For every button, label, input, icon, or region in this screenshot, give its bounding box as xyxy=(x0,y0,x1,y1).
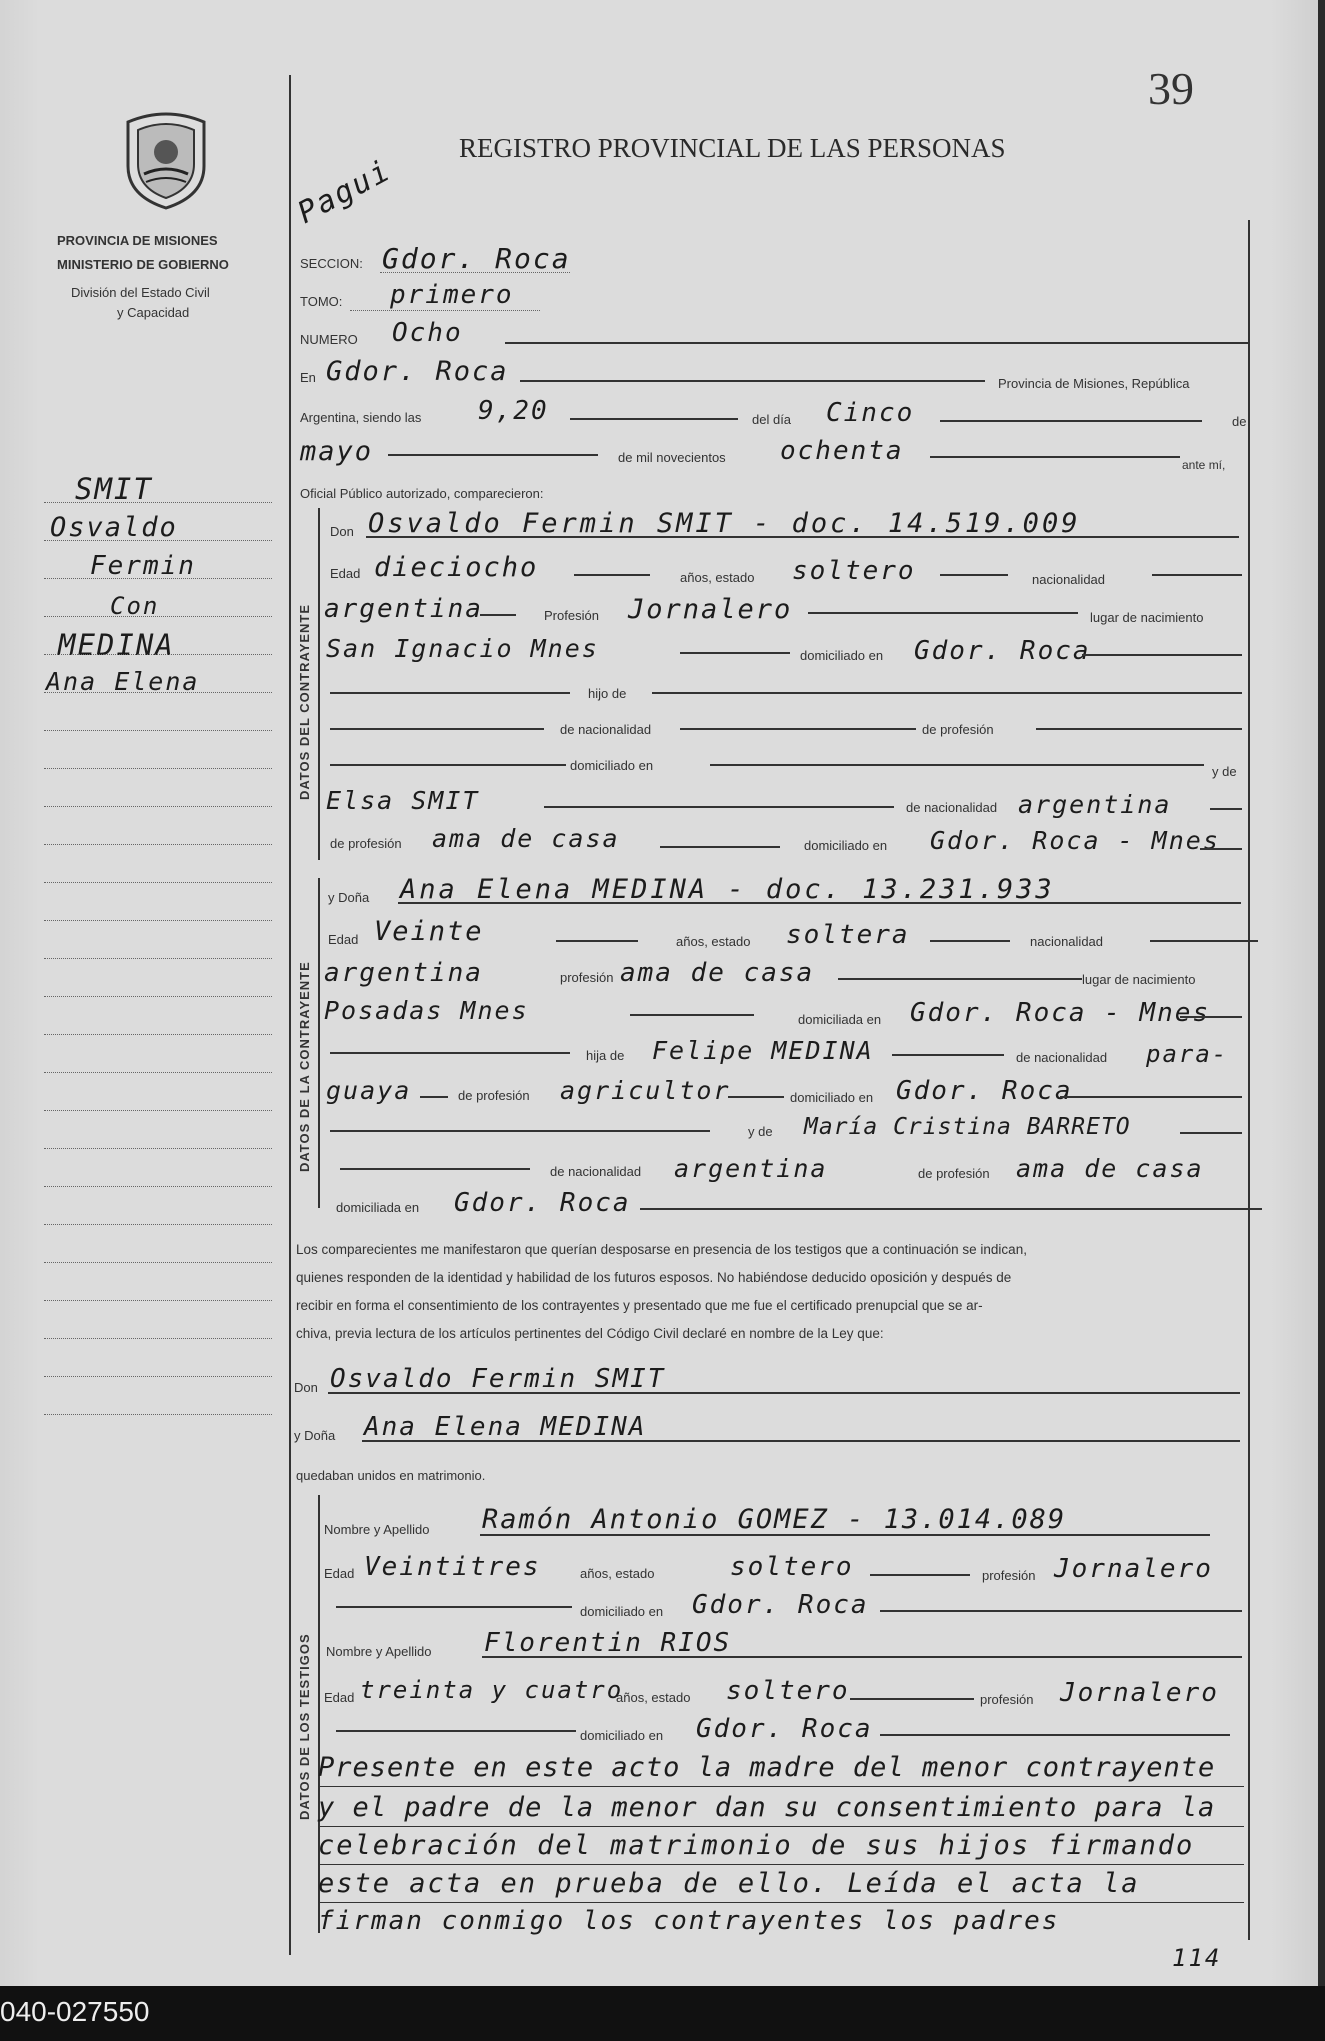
value-madre-prof-2: ama de casa xyxy=(1016,1154,1204,1183)
margin-note-3: Fermin xyxy=(90,551,196,581)
value-madre-nac: argentina xyxy=(1018,790,1172,819)
margin-dotted-line xyxy=(44,1376,272,1377)
margin-dotted-line xyxy=(44,806,272,807)
fill-line xyxy=(1082,654,1242,656)
label-t2-profesion: profesión xyxy=(980,1692,1034,1707)
side-label-contrayente: DATOS DEL CONTRAYENTE xyxy=(297,603,312,800)
label-domiciliada: domiciliada en xyxy=(798,1012,882,1027)
label-t1-nombre: Nombre y Apellido xyxy=(324,1522,430,1537)
fill-line xyxy=(336,1606,572,1608)
label-edad: Edad xyxy=(330,566,361,581)
fill-line xyxy=(398,902,1241,904)
declaration-line-3: recibir en forma el consentimiento de los contrayentes y presentado que me fue el certificado prenupcial que se ar- xyxy=(296,1298,983,1313)
margin-dotted-line xyxy=(44,616,272,617)
fill-line xyxy=(482,1656,1242,1658)
value-estado: soltero xyxy=(792,556,916,586)
label-t2-nombre: Nombre y Apellido xyxy=(326,1644,432,1659)
margin-dotted-line xyxy=(44,768,272,769)
fill-line xyxy=(1200,848,1242,850)
fill-line xyxy=(640,1208,1262,1210)
fill-line xyxy=(630,1014,754,1016)
fill-line xyxy=(870,1574,970,1576)
label-dona-decl: y Doña xyxy=(294,1428,336,1443)
label-t1-dom: domiciliado en xyxy=(580,1604,664,1619)
fill-line xyxy=(880,1734,1230,1736)
fill-line xyxy=(505,342,1250,344)
label-y-de-2: y de xyxy=(748,1124,773,1139)
fill-line xyxy=(1180,1016,1242,1018)
fill-line xyxy=(680,652,790,654)
value-dona-decl: Ana Elena MEDINA xyxy=(364,1412,647,1442)
value-madre-2: María Cristina BARRETO xyxy=(804,1114,1131,1140)
label-madre-prof: de profesión xyxy=(330,836,402,851)
margin-dotted-line xyxy=(44,692,272,693)
value-t2-profesion: Jornalero xyxy=(1060,1678,1219,1708)
label-domiciliado: domiciliado en xyxy=(800,648,884,663)
value-lugar: San Ignacio Mnes xyxy=(326,634,599,663)
value-t2-nombre: Florentin RIOS xyxy=(484,1628,732,1658)
fill-line xyxy=(318,1902,1244,1903)
label-nacionalidad: nacionalidad xyxy=(1032,572,1106,587)
label-t2-edad: Edad xyxy=(324,1690,355,1705)
value-nacionalidad-2: argentina xyxy=(324,958,483,988)
fill-line xyxy=(330,1130,710,1132)
value-edad-2: Veinte xyxy=(374,916,484,947)
margin-dotted-line xyxy=(44,844,272,845)
label-t1-anios: años, estado xyxy=(580,1566,655,1581)
value-madre-dom: Gdor. Roca - Mnes xyxy=(930,826,1220,855)
fill-line xyxy=(570,418,738,420)
value-t1-nombre: Ramón Antonio GOMEZ - 13.014.089 xyxy=(482,1504,1067,1535)
fill-line xyxy=(544,806,894,808)
margin-dotted-line xyxy=(44,1186,272,1187)
margin-dotted-line xyxy=(44,1338,272,1339)
value-t1-dom: Gdor. Roca xyxy=(692,1590,869,1620)
value-madre-nac-2: argentina xyxy=(674,1154,828,1183)
value-t2-dom: Gdor. Roca xyxy=(696,1714,873,1744)
margin-dotted-line xyxy=(44,1148,272,1149)
margin-note-2: Osvaldo xyxy=(50,512,178,543)
label-dona: y Doña xyxy=(328,890,370,905)
label-lugar-2: lugar de nacimiento xyxy=(1082,972,1196,987)
fill-line xyxy=(330,728,544,730)
label-tomo: TOMO: xyxy=(300,294,343,309)
value-padre: Felipe MEDINA xyxy=(652,1036,874,1065)
value-padre-prof: agricultor xyxy=(560,1076,731,1105)
argentina-text: Argentina, siendo las xyxy=(300,410,422,425)
value-tomo: primero xyxy=(390,280,514,310)
unidos-text: quedaban unidos en matrimonio. xyxy=(296,1468,486,1483)
label-profesion: Profesión xyxy=(544,608,599,623)
footer-bar xyxy=(0,1986,1325,2041)
value-hora: 9,20 xyxy=(478,396,549,426)
declaration-line-4: chiva, previa lectura de los artículos pertinentes del Código Civil declaré en nombre de la Ley que: xyxy=(296,1326,884,1341)
fill-line xyxy=(1036,728,1242,730)
margin-dotted-line xyxy=(44,540,272,541)
fill-line xyxy=(940,574,1008,576)
margin-dotted-line xyxy=(44,1034,272,1035)
right-rule xyxy=(1248,220,1250,1940)
value-en: Gdor. Roca xyxy=(326,356,509,387)
value-padre-nac-a: para- xyxy=(1146,1040,1229,1068)
margin-dotted-line xyxy=(44,1300,272,1301)
org-line-3: División del Estado Civil xyxy=(71,285,210,300)
value-contrayente2-nombre: Ana Elena MEDINA - doc. 13.231.933 xyxy=(400,874,1055,905)
value-edad: dieciocho xyxy=(374,552,539,583)
value-t2-estado: soltero xyxy=(726,1676,850,1706)
margin-dotted-line xyxy=(44,1414,272,1415)
margin-dotted-line xyxy=(44,1224,272,1225)
observacion-line-1: Presente en este acto la madre del menor contrayente xyxy=(318,1752,1216,1783)
blank-line xyxy=(380,272,570,273)
value-padre-nac-b: guaya xyxy=(326,1076,412,1105)
fill-line xyxy=(330,1052,570,1054)
value-madre-dom-2: Gdor. Roca xyxy=(454,1188,631,1218)
fill-line xyxy=(850,1698,974,1700)
value-estado-2: soltera xyxy=(786,920,910,950)
fill-line xyxy=(930,940,1010,942)
fill-line xyxy=(556,940,638,942)
margin-dotted-line xyxy=(44,578,272,579)
fill-line xyxy=(728,1096,784,1098)
page-number: 39 xyxy=(1148,63,1194,114)
value-lugar-2: Posadas Mnes xyxy=(324,996,529,1025)
value-numero: Ocho xyxy=(392,318,463,348)
page-title: REGISTRO PROVINCIAL DE LAS PERSONAS xyxy=(459,133,1006,163)
label-t1-edad: Edad xyxy=(324,1566,355,1581)
value-contrayente-nombre: Osvaldo Fermin SMIT - doc. 14.519.009 xyxy=(368,508,1081,539)
value-t2-edad: treinta y cuatro xyxy=(360,1676,624,1704)
org-line-1: PROVINCIA DE MISIONES xyxy=(57,233,218,248)
fill-line xyxy=(1152,574,1242,576)
fill-line xyxy=(336,1730,576,1732)
fill-line xyxy=(1180,1132,1242,1134)
margin-dotted-line xyxy=(44,996,272,997)
fill-line xyxy=(480,1534,1210,1536)
provincial-seal-icon xyxy=(116,104,216,212)
label-madre-dom-2: domiciliada en xyxy=(336,1200,420,1215)
label-numero: NUMERO xyxy=(300,332,358,347)
document-code: 040-027550 xyxy=(0,1996,150,2027)
margin-dotted-line xyxy=(44,1072,272,1073)
label-anios: años, estado xyxy=(680,570,755,585)
label-nacionalidad-2: nacionalidad xyxy=(1030,934,1104,949)
label-ante: ante mí, xyxy=(1182,458,1226,472)
section-rule-2 xyxy=(318,878,320,1208)
value-madre-prof: ama de casa xyxy=(432,824,620,853)
label-en: En xyxy=(300,370,316,385)
value-seccion: Gdor. Roca xyxy=(382,242,571,275)
value-padre-dom: Gdor. Roca xyxy=(896,1076,1073,1106)
fill-line xyxy=(318,1864,1244,1865)
fill-line xyxy=(318,1786,1244,1787)
blank-line xyxy=(350,310,540,311)
label-y-de: y de xyxy=(1212,764,1237,779)
fill-line xyxy=(1060,1096,1242,1098)
label-domiciliado-en: domiciliado en xyxy=(570,758,654,773)
observacion-line-4: este acta en prueba de ello. Leída el acta la xyxy=(318,1868,1140,1899)
label-de: de xyxy=(1232,414,1247,429)
observacion-line-5: firman conmigo los contrayentes los padres xyxy=(318,1906,1060,1936)
value-madre: Elsa SMIT xyxy=(326,786,480,815)
label-madre-nac: de nacionalidad xyxy=(906,800,998,815)
side-label-contrayente-2: DATOS DE LA CONTRAYENTE xyxy=(297,961,312,1172)
margin-dotted-line xyxy=(44,502,272,503)
margin-dotted-line xyxy=(44,1110,272,1111)
fill-line xyxy=(1210,808,1242,810)
fill-line xyxy=(892,1054,1004,1056)
label-seccion: SECCION: xyxy=(300,256,363,271)
fill-line xyxy=(1150,940,1258,942)
fill-line xyxy=(366,536,1239,538)
provincia-text: Provincia de Misiones, República xyxy=(998,376,1190,391)
margin-note-4: Con xyxy=(110,592,160,620)
observacion-line-3: celebración del matrimonio de sus hijos firmando xyxy=(318,1830,1195,1861)
oficial-text: Oficial Público autorizado, comparecieron: xyxy=(300,486,544,501)
fill-line xyxy=(838,978,1082,980)
label-lugar: lugar de nacimiento xyxy=(1090,610,1204,625)
label-don: Don xyxy=(330,524,354,539)
value-t1-edad: Veintitres xyxy=(364,1552,541,1582)
value-profesion: Jornalero xyxy=(628,594,793,625)
label-anios-2: años, estado xyxy=(676,934,751,949)
label-prof: de profesión xyxy=(922,722,994,737)
fill-line xyxy=(340,1168,530,1170)
value-t1-profesion: Jornalero xyxy=(1054,1554,1213,1584)
section-rule-1 xyxy=(318,508,320,860)
value-anio: ochenta xyxy=(780,436,904,466)
fill-line xyxy=(388,454,598,456)
fill-line xyxy=(808,612,1078,614)
org-line-4: y Capacidad xyxy=(117,305,190,320)
fill-line xyxy=(362,1440,1240,1442)
label-padre-dom: domiciliado en xyxy=(790,1090,874,1105)
value-dia: Cinco xyxy=(826,398,915,428)
fill-line xyxy=(574,574,650,576)
margin-dotted-line xyxy=(44,1262,272,1263)
fill-line xyxy=(330,692,570,694)
fill-line xyxy=(880,1610,1242,1612)
side-label-testigos: DATOS DE LOS TESTIGOS xyxy=(297,1633,312,1820)
fill-line xyxy=(660,846,780,848)
declaration-line-1: Los comparecientes me manifestaron que querían desposarse en presencia de los testigos que a continuación se indican, xyxy=(296,1242,1027,1257)
fill-line xyxy=(520,380,985,382)
label-padre-nac: de nacionalidad xyxy=(1016,1050,1108,1065)
value-t1-estado: soltero xyxy=(730,1552,854,1582)
fill-line xyxy=(940,420,1202,422)
label-edad-2: Edad xyxy=(328,932,359,947)
margin-dotted-line xyxy=(44,958,272,959)
fill-line xyxy=(710,764,1204,766)
label-profesion-2: profesión xyxy=(560,970,614,985)
label-mil: de mil novecientos xyxy=(618,450,726,465)
margin-rule xyxy=(289,75,291,1955)
footer-mark: 114 xyxy=(1172,1944,1222,1972)
label-madre-dom: domiciliado en xyxy=(804,838,888,853)
label-madre-prof-2: de profesión xyxy=(918,1166,990,1181)
label-t1-profesion: profesión xyxy=(982,1568,1036,1583)
fill-line xyxy=(420,1096,448,1098)
label-madre-nac-2: de nacionalidad xyxy=(550,1164,642,1179)
value-domicilio-2: Gdor. Roca - Mnes xyxy=(910,998,1211,1028)
org-line-2: MINISTERIO DE GOBIERNO xyxy=(57,257,229,272)
value-profesion-2: ama de casa xyxy=(620,958,815,988)
fill-line xyxy=(930,456,1180,458)
value-don-decl: Osvaldo Fermin SMIT xyxy=(330,1364,666,1394)
label-don-decl: Don xyxy=(294,1380,318,1395)
margin-note-1: SMIT xyxy=(75,472,153,506)
label-hijo: hijo de xyxy=(588,686,627,701)
fill-line xyxy=(318,1826,1244,1827)
label-t2-dom: domiciliado en xyxy=(580,1728,664,1743)
label-hija: hija de xyxy=(586,1048,625,1063)
declaration-line-2: quienes responden de la identidad y habilidad de los futuros esposos. No habiéndose deducido oposición y después de xyxy=(296,1270,1012,1285)
label-padre-prof: de profesión xyxy=(458,1088,530,1103)
observacion-line-2: y el padre de la menor dan su consentimiento para la xyxy=(318,1792,1216,1823)
fill-line xyxy=(330,764,566,766)
margin-note-5: MEDINA xyxy=(58,628,175,662)
value-nacionalidad: argentina xyxy=(324,594,483,624)
margin-note-6: Ana Elena xyxy=(46,667,200,696)
value-domicilio: Gdor. Roca xyxy=(914,636,1091,666)
label-t2-anios: años, estado xyxy=(616,1690,691,1705)
value-mes: mayo xyxy=(300,436,374,467)
fill-line xyxy=(328,1392,1240,1394)
fill-line xyxy=(652,692,1242,694)
margin-signature: Pagui xyxy=(292,152,398,231)
margin-dotted-line xyxy=(44,654,272,655)
label-dia: del día xyxy=(752,412,792,427)
margin-dotted-line xyxy=(44,920,272,921)
label-nac: de nacionalidad xyxy=(560,722,652,737)
fill-line xyxy=(680,728,916,730)
fill-line xyxy=(480,614,516,616)
margin-dotted-line xyxy=(44,882,272,883)
margin-dotted-line xyxy=(44,730,272,731)
